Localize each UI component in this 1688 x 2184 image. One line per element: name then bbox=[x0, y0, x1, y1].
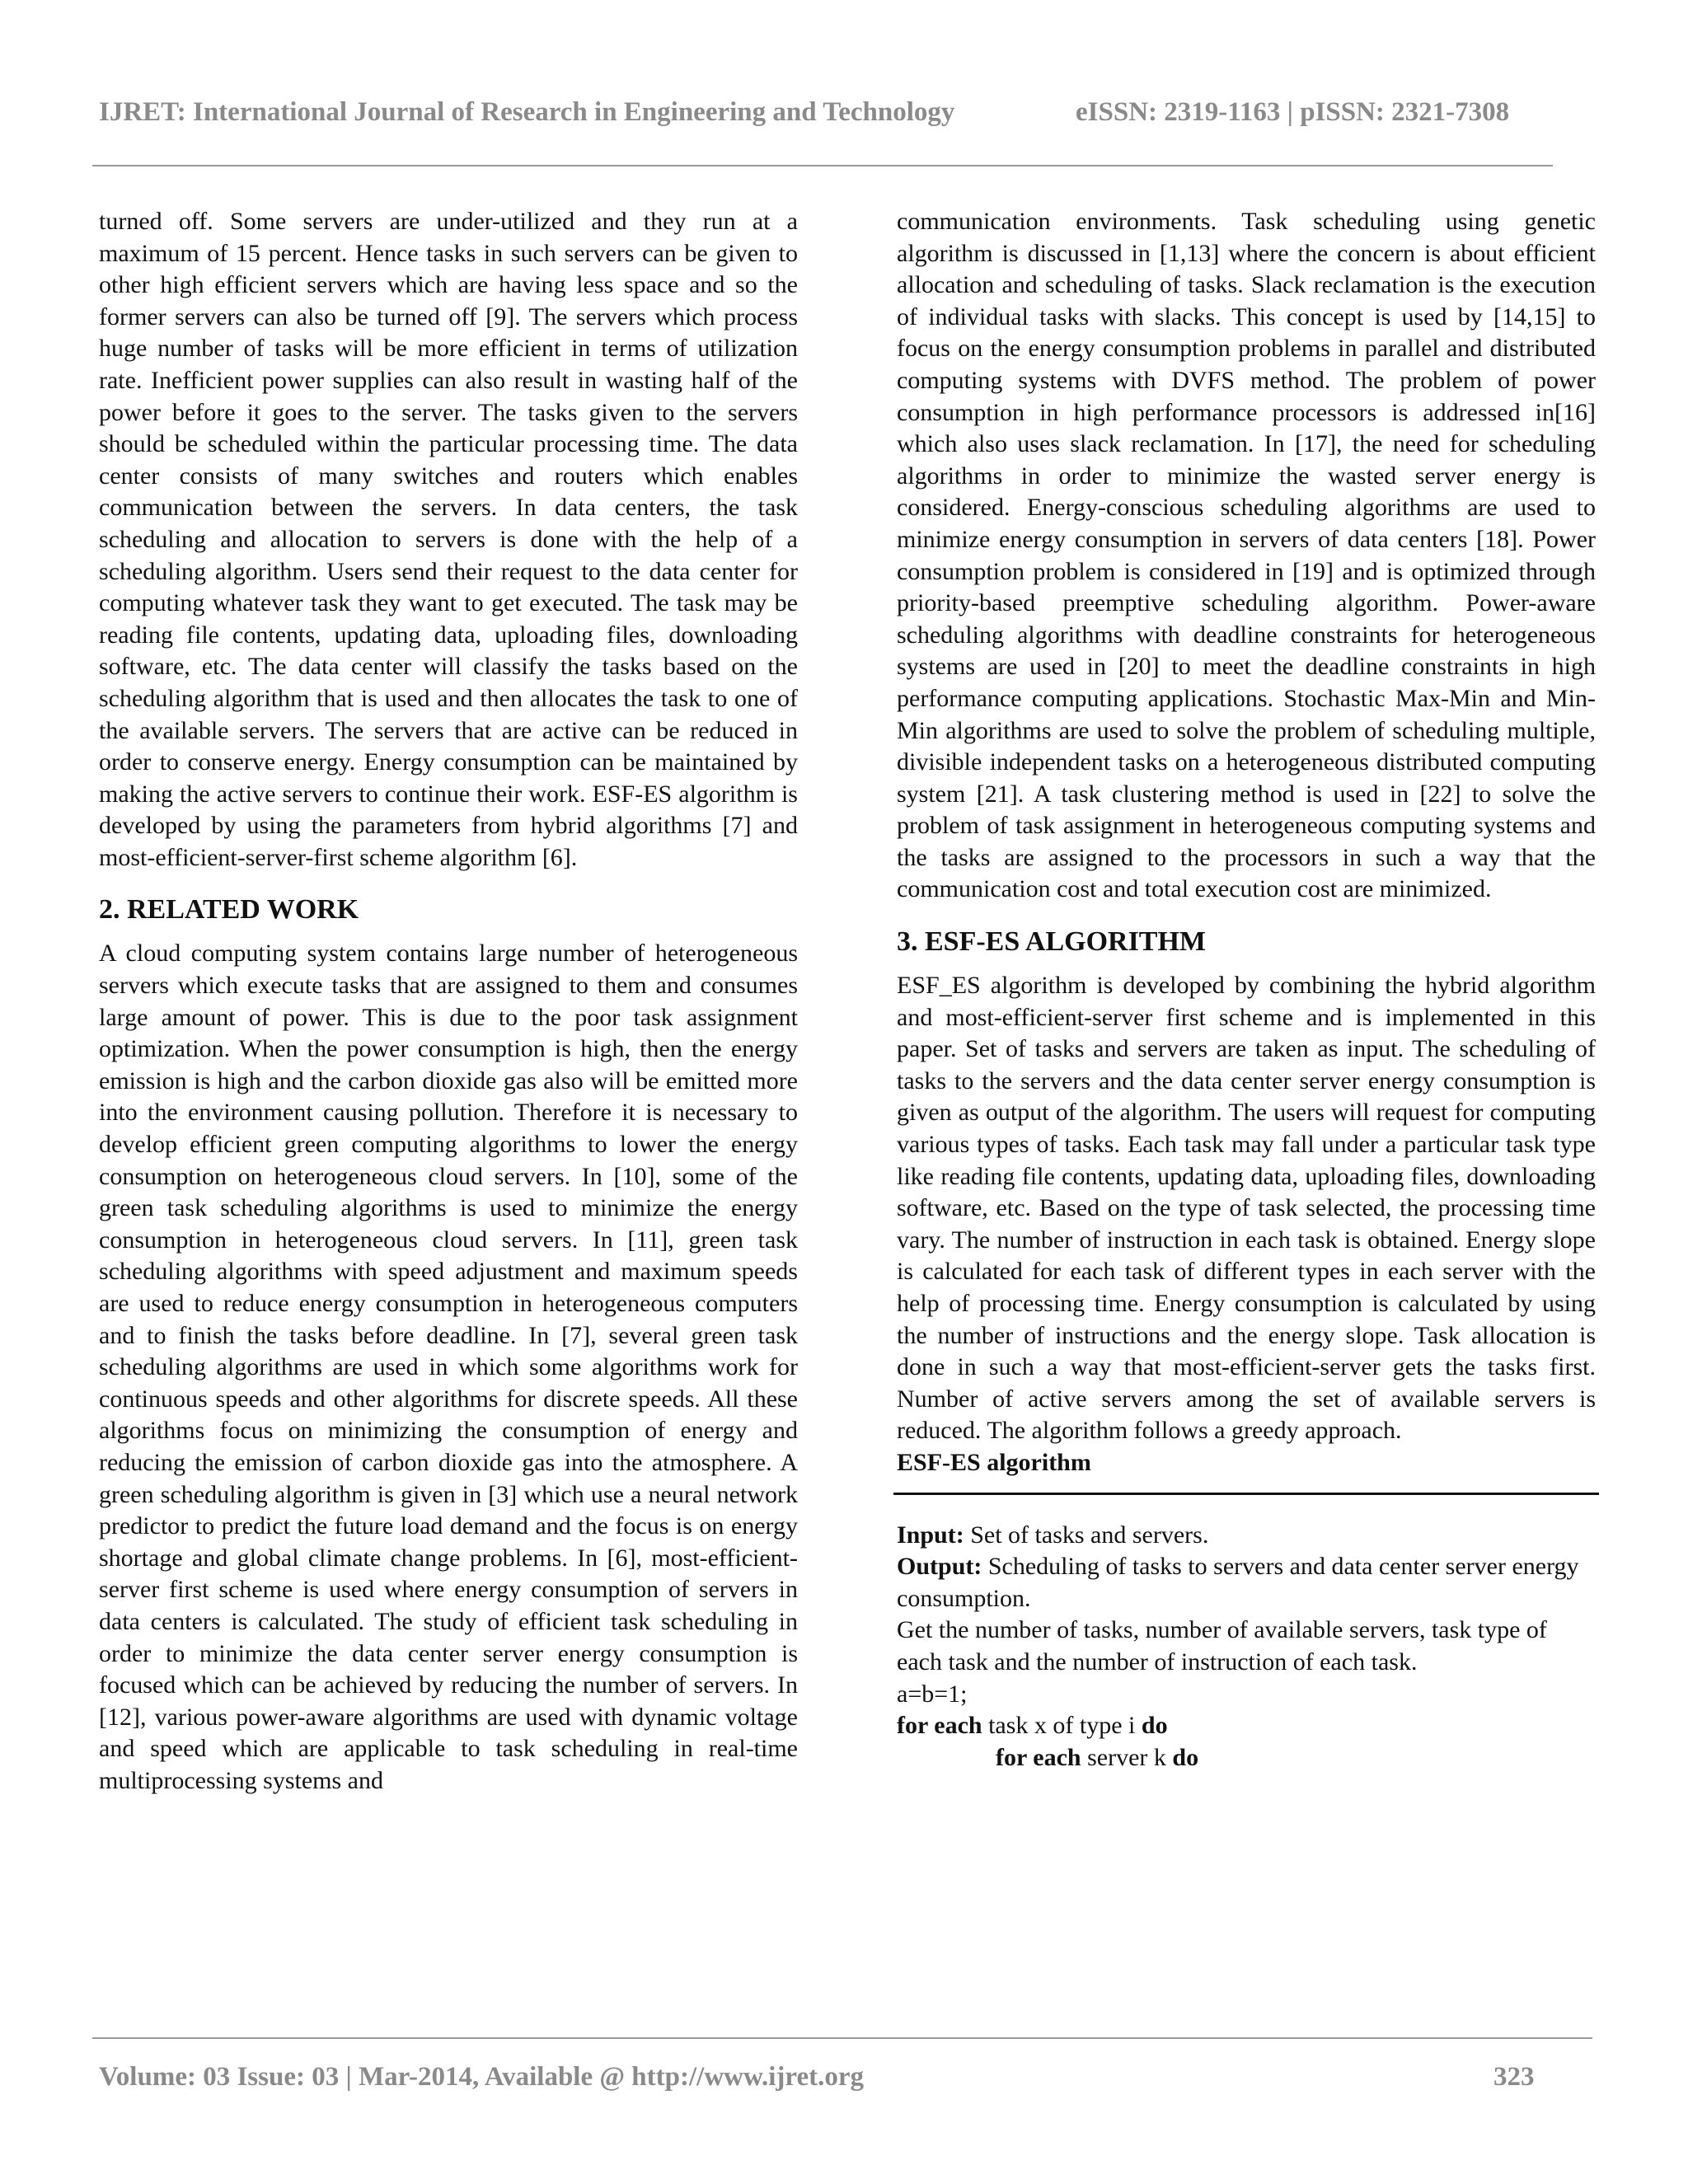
continued-paragraph: communication environments. Task scheduling using genetic algorithm is discussed in [1,13] where the concern is about efficient allocation and scheduling of tasks. Slack reclamation is the execution of individual tasks with slacks. This concept is used by [14,15] to focus on the energy consumption problems in parallel and distributed computing systems with DVFS method. The problem of power consumption in high performance processors is addressed in[16] which also uses slack reclamation. In [17], the need for scheduling algorithms in order to minimize the wasted server energy is considered. Energy-conscious scheduling algorithms are used to minimize energy consumption in servers of data centers [18]. Power consumption problem is considered in [19] and is optimized through priority-based preemptive scheduling algorithm. Power-aware scheduling algorithms with deadline constraints for heterogeneous systems are used in [20] to meet the deadline constraints in high performance computing applications. Stochastic Max-Min and Min-Min algorithms are used to solve the problem of scheduling multiple, divisible independent tasks on a heterogeneous distributed computing system [21]. A task clustering method is used in [22] to solve the problem of task assignment in heterogeneous computing systems and the tasks are assigned to the processors in such a way that the communication cost and total execution cost are minimized. bbox=[897, 208, 1596, 903]
loop-2-do: do bbox=[1172, 1743, 1199, 1771]
algorithm-step-2: a=b=1; bbox=[897, 1680, 968, 1708]
algorithm-rule bbox=[893, 1493, 1599, 1495]
loop-1-text: task x of type i bbox=[982, 1712, 1142, 1740]
footer-divider bbox=[92, 2037, 1592, 2039]
esf-es-paragraph: ESF_ES algorithm is developed by combining the hybrid algorithm and most-efficient-server first scheme and is implemented in this paper. Set of tasks and servers are taken as input. The scheduling of tasks to the servers and the data center server energy consumption is given as output of the algorithm. The users will request for computing various types of tasks. Each task may fall under a particular task type like reading file contents, updating data, uploading files, downloading software, etc. Based on the type of task selected, the processing time vary. The number of instruction in each task is obtained. Energy slope is calculated for each task of different types in each server with the help of processing time. Energy consumption is calculated by using the number of instructions and the energy slope. Task allocation is done in such a way that most-efficient-server gets the tasks first. Number of active servers among the set of available servers is reduced. The algorithm follows a greedy approach. bbox=[897, 972, 1596, 1445]
algorithm-loop-2 bbox=[897, 1742, 1596, 1774]
volume-info: Volume: 03 Issue: 03 | Mar-2014, Available @ http://www.ijret.org bbox=[99, 2062, 864, 2092]
algorithm-title: ESF-ES algorithm bbox=[897, 1448, 1091, 1476]
output-label: Output: bbox=[897, 1553, 982, 1581]
loop-1-keyword: for each bbox=[897, 1712, 982, 1740]
input-label: Input: bbox=[897, 1521, 964, 1549]
section-3-heading: 3. ESF-ES ALGORITHM bbox=[897, 926, 1207, 958]
issn-info: eISSN: 2319-1163 | pISSN: 2321-7308 bbox=[1076, 97, 1510, 127]
header-divider bbox=[92, 165, 1553, 166]
page-number: 323 bbox=[1493, 2062, 1535, 2092]
intro-paragraph: turned off. Some servers are under-utilized and they run at a maximum of 15 percent. Hence tasks in such servers can be given to other high efficient servers which are having less space and so the former servers can also be turned off [9]. The servers which process huge number of tasks will be more efficient in terms of utilization rate. Inefficient power supplies can also result in wasting half of the power before it goes to the server. The tasks given to the servers should be scheduled within the particular processing time. The data center consists of many switches and routers which enables communication between the servers. In data centers, the task scheduling and allocation to servers is done with the help of a scheduling algorithm. Users send their request to the data center for computing whatever task they want to get executed. The task may be reading file contents, updating data, uploading files, downloading software, etc. The data center will classify the tasks based on the scheduling algorithm that is used and then allocates the task to one of the available servers. The servers that are active can be reduced in order to conserve energy. Energy consumption can be maintained by making the active servers to continue their work. ESF-ES algorithm is developed by using the parameters from hybrid algorithms [7] and most-efficient-server-first scheme algorithm [6]. bbox=[99, 208, 798, 871]
right-column bbox=[897, 206, 1596, 1774]
related-work-paragraph: A cloud computing system contains large number of heterogeneous servers which execute tasks that are assigned to them and consumes large amount of power. This is due to the poor task assignment optimization. When the power consumption is high, then the energy emission is high and the carbon dioxide gas also will be emitted more into the environment causing pollution. Therefore it is necessary to develop efficient green computing algorithms to lower the energy consumption on heterogeneous cloud servers. In [10], some of the green task scheduling algorithms is used to minimize the energy consumption in heterogeneous cloud servers. In [11], green task scheduling algorithms with speed adjustment and maximum speeds are used to reduce energy consumption in heterogeneous computers and to finish the tasks before deadline. In [7], several green task scheduling algorithms are used in which some algorithms work for continuous speeds and other algorithms for discrete speeds. All these algorithms focus on minimizing the consumption of energy and reducing the emission of carbon dioxide gas into the atmosphere. A green scheduling algorithm is given in [3] which use a neural network predictor to predict the future load demand and the focus is on energy shortage and global climate change problems. In [6], most-efficient-server first scheme is used where energy consumption of servers in data centers is calculated. The study of efficient task scheduling in order to minimize the data center server energy consumption is focused which can be achieved by reducing the number of servers. In [12], various power-aware algorithms are used with dynamic voltage and speed which are applicable to task scheduling in real-time multiprocessing systems and bbox=[99, 940, 798, 1794]
algorithm-loop-1 bbox=[897, 1710, 1596, 1742]
input-text: Set of tasks and servers. bbox=[964, 1521, 1209, 1549]
algorithm-output bbox=[897, 1551, 1596, 1615]
section-2-heading: 2. RELATED WORK bbox=[99, 894, 359, 926]
left-column bbox=[99, 206, 798, 1797]
loop-2-text: server k bbox=[1081, 1743, 1173, 1771]
algorithm-step-1: Get the number of tasks, number of available servers, task type of each task and the number of instruction of each task. bbox=[897, 1616, 1547, 1675]
journal-title: IJRET: International Journal of Research in Engineering and Technology bbox=[99, 97, 955, 127]
output-text: Scheduling of tasks to servers and data center server energy consumption. bbox=[897, 1553, 1579, 1612]
algorithm-block bbox=[897, 1447, 1596, 1774]
page-header bbox=[99, 97, 1550, 128]
page-footer bbox=[99, 2062, 1550, 2093]
loop-1-do: do bbox=[1141, 1712, 1168, 1740]
algorithm-input bbox=[897, 1520, 1596, 1552]
loop-2-keyword: for each bbox=[996, 1743, 1081, 1771]
